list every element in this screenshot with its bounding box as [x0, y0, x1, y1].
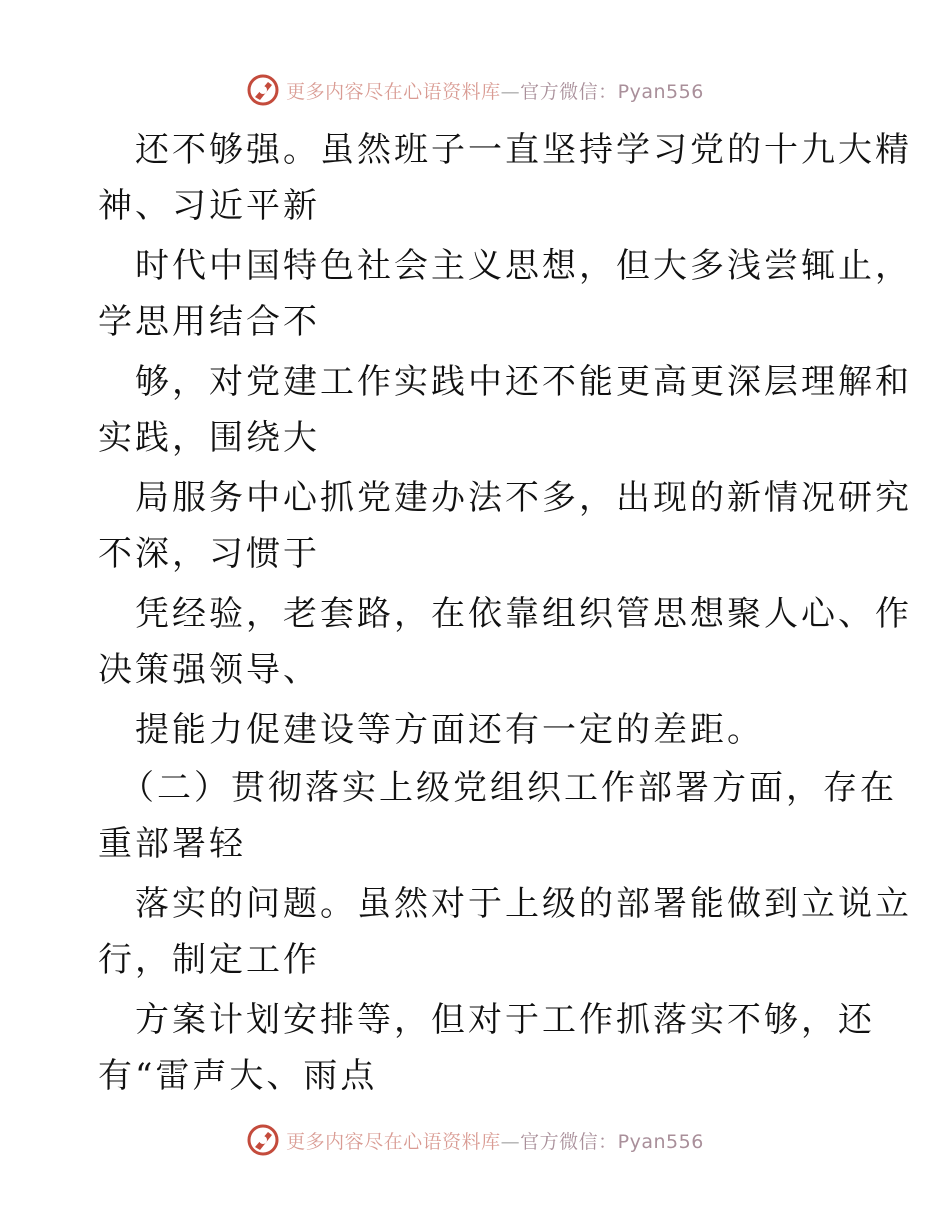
paragraph-4-line-1: 局服务中心抓党建办法不多，出现的新情况研究	[135, 478, 912, 518]
paragraph-7-line-1: （二）贯彻落实上级党组织工作部署方面，存在	[120, 768, 897, 808]
footer-watermark	[0, 1120, 950, 1160]
paragraph-9-line-2: 有“雷声大、雨点	[98, 1056, 378, 1096]
paragraph-8-line-2: 行，制定工作	[98, 940, 320, 980]
header-watermark	[0, 70, 950, 110]
watermark-text: 更多内容尽在心语资料库—官方微信：Pyan556	[286, 80, 704, 103]
brand-logo-icon	[246, 1123, 280, 1157]
paragraph-2-line-1: 时代中国特色社会主义思想，但大多浅尝辄止，	[135, 246, 912, 286]
paragraph-3-line-1: 够，对党建工作实践中还不能更高更深层理解和	[135, 362, 912, 402]
paragraph-9-line-1: 方案计划安排等，但对于工作抓落实不够，还	[135, 1000, 875, 1040]
paragraph-1-line-1: 还不够强。虽然班子一直坚持学习党的十九大精	[135, 130, 912, 170]
paragraph-5-line-2: 决策强领导、	[98, 650, 320, 690]
paragraph-4-line-2: 不深，习惯于	[98, 534, 320, 574]
brand-logo-icon	[246, 73, 280, 107]
watermark-text: 更多内容尽在心语资料库—官方微信：Pyan556	[286, 1130, 704, 1153]
paragraph-1-line-2: 神、习近平新	[98, 186, 320, 226]
paragraph-2-line-2: 学思用结合不	[98, 302, 320, 342]
paragraph-8-line-1: 落实的问题。虽然对于上级的部署能做到立说立	[135, 884, 912, 924]
paragraph-5-line-1: 凭经验，老套路，在依靠组织管思想聚人心、作	[135, 594, 912, 634]
paragraph-6-line-1: 提能力促建设等方面还有一定的差距。	[135, 710, 764, 750]
paragraph-7-line-2: 重部署轻	[98, 824, 246, 864]
paragraph-3-line-2: 实践，围绕大	[98, 418, 320, 458]
